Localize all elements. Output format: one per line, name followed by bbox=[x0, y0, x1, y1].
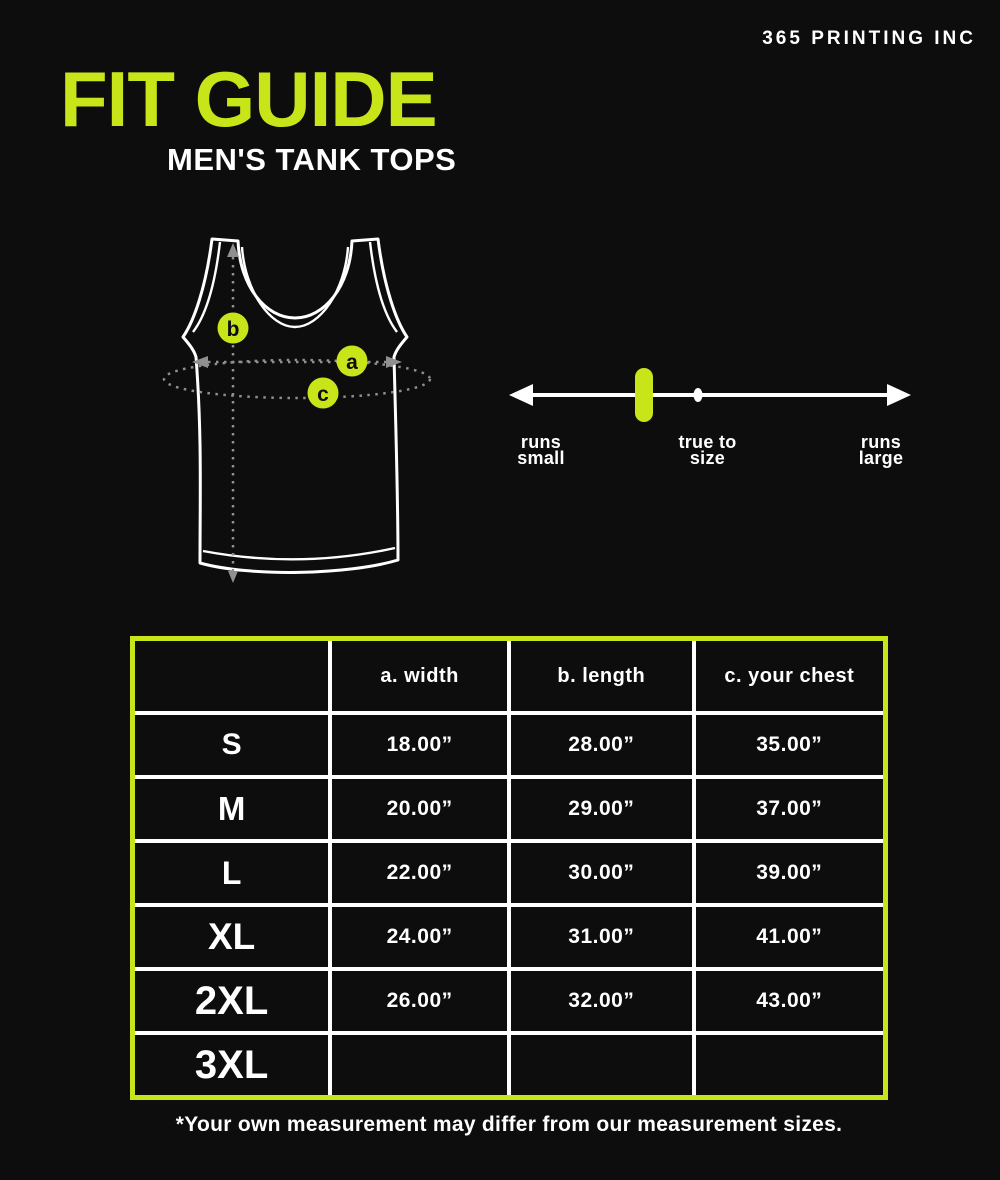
runs-small-line1: runs bbox=[520, 432, 562, 452]
marker-a-letter: a bbox=[346, 351, 358, 374]
tank-armhole-trim-left bbox=[193, 242, 220, 332]
table-header-blank bbox=[135, 641, 328, 711]
3xl-width bbox=[332, 1035, 507, 1095]
fit-scale bbox=[505, 358, 915, 432]
page-title: FIT GUIDE bbox=[60, 55, 437, 143]
2xl-length: 32.00” bbox=[511, 971, 692, 1031]
runs-large-line2: large bbox=[858, 448, 904, 468]
fit-scale-label-true-to-size bbox=[645, 434, 770, 466]
s-width: 18.00” bbox=[332, 715, 507, 775]
size-table bbox=[130, 636, 888, 1100]
marker-b bbox=[218, 313, 249, 344]
fit-scale-label-runs-large bbox=[845, 434, 917, 466]
table-header-length: b. length bbox=[511, 641, 692, 711]
size-label-s: S bbox=[135, 715, 328, 775]
l-chest: 39.00” bbox=[696, 843, 883, 903]
2xl-width: 26.00” bbox=[332, 971, 507, 1031]
s-chest: 35.00” bbox=[696, 715, 883, 775]
tank-neck-trim bbox=[242, 247, 348, 327]
size-label-l: L bbox=[135, 843, 328, 903]
tank-armhole-trim-right bbox=[370, 242, 397, 332]
m-chest: 37.00” bbox=[696, 779, 883, 839]
true-to-size-line2: size bbox=[689, 448, 726, 468]
fit-scale-arrow-left bbox=[509, 384, 533, 406]
s-length: 28.00” bbox=[511, 715, 692, 775]
marker-a bbox=[337, 346, 368, 377]
marker-c-letter: c bbox=[317, 383, 329, 406]
size-label-xl: XL bbox=[135, 907, 328, 967]
true-to-size-line1: true to bbox=[678, 432, 737, 452]
xl-length: 31.00” bbox=[511, 907, 692, 967]
m-width: 20.00” bbox=[332, 779, 507, 839]
l-width: 22.00” bbox=[332, 843, 507, 903]
size-label-m: M bbox=[135, 779, 328, 839]
size-label-2xl: 2XL bbox=[135, 971, 328, 1031]
footnote: *Your own measurement may differ from our measurement sizes. bbox=[175, 1113, 843, 1136]
brand-name: 365 PRINTING INC bbox=[762, 28, 976, 49]
fit-scale-arrow-right bbox=[887, 384, 911, 406]
table-header-width: a. width bbox=[332, 641, 507, 711]
m-length: 29.00” bbox=[511, 779, 692, 839]
2xl-chest: 43.00” bbox=[696, 971, 883, 1031]
size-label-3xl: 3XL bbox=[135, 1035, 328, 1095]
runs-small-line2: small bbox=[517, 448, 565, 468]
table-header-chest: c. your chest bbox=[696, 641, 883, 711]
page-subtitle: MEN'S TANK TOPS bbox=[167, 142, 457, 177]
l-length: 30.00” bbox=[511, 843, 692, 903]
3xl-chest bbox=[696, 1035, 883, 1095]
marker-c bbox=[308, 378, 339, 409]
runs-large-line1: runs bbox=[860, 432, 902, 452]
3xl-length bbox=[511, 1035, 692, 1095]
marker-b-letter: b bbox=[226, 318, 240, 341]
fit-scale-marker bbox=[635, 368, 653, 422]
tank-outline bbox=[183, 239, 407, 572]
fit-scale-center-dot bbox=[694, 388, 703, 402]
length-arrow-bottom bbox=[228, 571, 238, 583]
xl-chest: 41.00” bbox=[696, 907, 883, 967]
xl-width: 24.00” bbox=[332, 907, 507, 967]
tank-top-diagram bbox=[150, 215, 460, 593]
fit-scale-label-runs-small bbox=[505, 434, 577, 466]
